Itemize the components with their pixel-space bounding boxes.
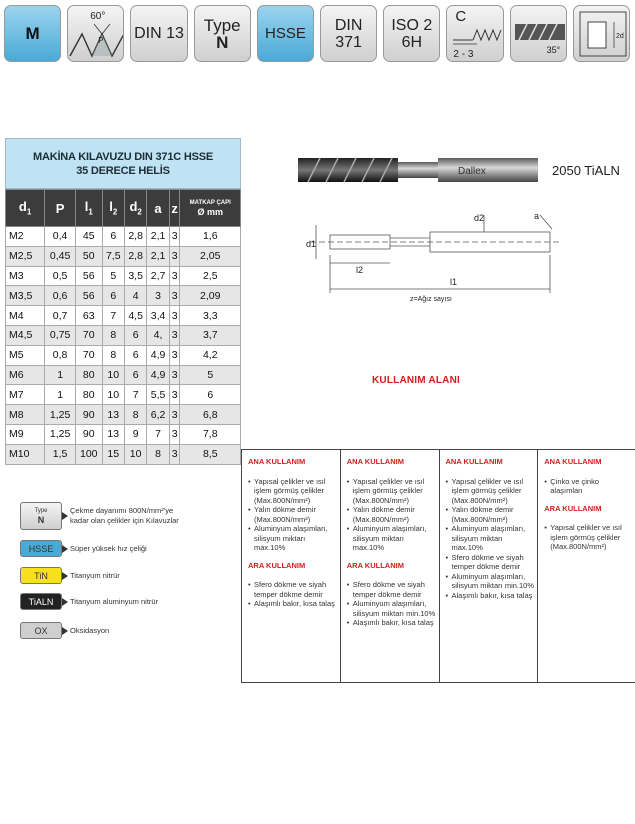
table-cell: 7,5: [102, 246, 124, 266]
table-cell: 13: [102, 424, 124, 444]
table-row: [6, 405, 241, 425]
table-cell: 2,09: [180, 286, 241, 306]
table-cell: 45: [75, 227, 102, 247]
tin-text: Titanyum nitrür: [70, 571, 120, 580]
main-usage-item: • Yapısal çelikler ve ısıl işlem görmüş çelikler (Max.800N/mm²): [248, 477, 337, 506]
table-cell: M10: [6, 444, 45, 464]
table-header-cell: $d_2$: [124, 190, 146, 227]
din371-line1: DIN: [334, 16, 363, 34]
drill-header-bottom: Ø mm: [197, 206, 223, 217]
table-cell: 10: [124, 444, 146, 464]
arrow-icon: [62, 545, 68, 553]
table-header-cell: $d_1$: [6, 190, 45, 227]
l1-label: l1: [450, 277, 458, 287]
table-row: [6, 286, 241, 306]
table-cell: 4,9: [147, 345, 169, 365]
chamfer-letter: C: [455, 8, 467, 25]
coating-label: 2050 TiALN: [552, 163, 620, 178]
table-cell: 3: [169, 345, 180, 365]
table-cell: 8: [102, 345, 124, 365]
table-cell: M8: [6, 405, 45, 425]
table-cell: M9: [6, 424, 45, 444]
dimension-grid: [5, 189, 241, 465]
type-text-line1: Çekme dayanımı 800N/mm²'ye: [70, 506, 174, 515]
table-cell: 3: [169, 405, 180, 425]
usage-column: [242, 450, 341, 682]
type-badge-top: Type: [34, 508, 48, 514]
table-cell: 3,7: [180, 325, 241, 345]
type-text-line2: kadar olan çelikler için Kılavuzlar: [70, 516, 179, 525]
table-cell: 1,5: [45, 444, 76, 464]
type-n-badge: [20, 502, 62, 530]
table-title-line1: MAKİNA KILAVUZU DIN 371C HSSE: [33, 150, 213, 163]
table-cell: 0,5: [45, 266, 76, 286]
table-cell: 4,9: [147, 365, 169, 385]
usage-grid: [241, 449, 635, 683]
arrow-icon: [62, 598, 68, 606]
table-row: [6, 345, 241, 365]
chamfer-icon: [446, 5, 503, 62]
main-usage-title: ANA KULLANIM: [248, 457, 306, 466]
table-cell: 2,8: [124, 246, 146, 266]
table-cell: 1: [45, 365, 76, 385]
table-row: [6, 444, 241, 464]
table-cell: 3: [147, 286, 169, 306]
type-badge-bottom: N: [37, 515, 45, 525]
tin-badge: TiN: [20, 567, 62, 584]
table-cell: 0,7: [45, 306, 76, 326]
table-cell: 10: [102, 385, 124, 405]
table-cell: 2,8: [124, 227, 146, 247]
chamfer-value: 2 - 3: [453, 49, 474, 60]
type-value: N: [216, 32, 229, 52]
arrow-icon: [62, 627, 68, 635]
table-cell: 5: [180, 365, 241, 385]
tialn-text: Titanyum aluminyum nitrür: [70, 597, 159, 606]
main-usage-item: • Çinko ve çinko alaşımları: [544, 477, 632, 496]
table-header-cell: $l_1$: [75, 190, 102, 227]
table-cell: 3: [169, 424, 180, 444]
main-usage-item: • Sfero dökme ve siyah temper dökme demir: [446, 553, 535, 572]
table-cell: 0,8: [45, 345, 76, 365]
secondary-usage-item: • Alaşımlı bakır, kısa talaş: [347, 618, 436, 628]
iso-line1: ISO 2: [391, 16, 433, 34]
main-usage-item: • Yapısal çelikler ve ısıl işlem görmüş çelikler (Max.800N/mm²): [446, 477, 535, 506]
table-cell: 6,2: [147, 405, 169, 425]
table-cell: 10: [102, 365, 124, 385]
usage-column: [538, 450, 635, 682]
main-usage-item: • Yalın dökme demir (Max.800N/mm²): [248, 505, 337, 524]
usage-column: [341, 450, 440, 682]
iso-line2: 6H: [401, 33, 423, 51]
metric-thread-icon: [4, 5, 61, 62]
legend-type: [20, 502, 179, 530]
table-cell: M2,5: [6, 246, 45, 266]
table-cell: 0,4: [45, 227, 76, 247]
table-header-cell: $l_2$: [102, 190, 124, 227]
secondary-usage-item: • Alaşımlı bakır, kısa talaş: [248, 599, 337, 609]
type-n-icon: [194, 5, 251, 62]
table-cell: 3: [169, 266, 180, 286]
table-cell: 7: [102, 306, 124, 326]
d2-label: d2: [474, 213, 485, 223]
main-usage-item: • Yalın dökme demir (Max.800N/mm²): [446, 505, 535, 524]
icon-bar: [4, 5, 630, 62]
metric-label: M: [25, 24, 40, 43]
secondary-usage-item: • Aluminyum alaşımları, silisyum miktarı min.10%: [347, 599, 436, 618]
table-row: [6, 306, 241, 326]
main-usage-item: • Yalın dökme demir (Max.800N/mm²): [347, 505, 436, 524]
table-cell: 0,6: [45, 286, 76, 306]
table-cell: 4: [124, 286, 146, 306]
z-label: z=Ağız sayısı: [410, 296, 452, 303]
table-cell: 3: [169, 444, 180, 464]
hsse-label: HSSE: [264, 25, 306, 42]
table-body: [6, 227, 241, 465]
main-usage-item: • Yapısal çelikler ve ısıl işlem görmüş çelikler (Max.800N/mm²): [347, 477, 436, 506]
table-title: [5, 138, 241, 189]
secondary-usage-item: • Yapısal çelikler ve ısıl işlem görmüş çelikler (Max.800N/mm²): [544, 523, 632, 552]
din371-line2: 371: [335, 33, 362, 51]
d1-label: d1: [306, 239, 317, 249]
table-cell: 6,8: [180, 405, 241, 425]
table-row: [6, 365, 241, 385]
table-cell: 2,7: [147, 266, 169, 286]
svg-text:2d: 2d: [615, 33, 624, 40]
secondary-usage-title: ARA KULLANIM: [544, 503, 602, 513]
table-cell: 1,25: [45, 424, 76, 444]
table-cell: 3: [169, 325, 180, 345]
table-title-line2: 35 DERECE HELİS: [76, 164, 170, 177]
table-cell: 2,1: [147, 246, 169, 266]
table-cell: 56: [75, 286, 102, 306]
legend-ox: [20, 622, 109, 639]
legend-hsse: [20, 540, 147, 557]
table-cell: 4,2: [180, 345, 241, 365]
table-cell: 80: [75, 365, 102, 385]
l2-label: l2: [356, 265, 364, 275]
din13-icon: [130, 5, 187, 62]
table-cell: 4,5: [124, 306, 146, 326]
table-cell: 15: [102, 444, 124, 464]
arrow-icon: [62, 572, 68, 580]
table-cell: 1,6: [180, 227, 241, 247]
table-cell: 1,25: [45, 405, 76, 425]
table-header-row: [6, 190, 241, 227]
table-cell: 7: [124, 385, 146, 405]
table-cell: M4,5: [6, 325, 45, 345]
ox-text: Oksidasyon: [70, 626, 110, 635]
table-cell: 3,4: [147, 306, 169, 326]
main-usage-item: • Aluminyum alaşımları, silisyum miktarı max.10%: [446, 524, 535, 553]
table-cell: 90: [75, 405, 102, 425]
table-row: [6, 424, 241, 444]
helix-label: 35°: [546, 45, 561, 55]
table-cell: 70: [75, 325, 102, 345]
arrow-icon: [62, 512, 68, 520]
pitch-label: P: [98, 36, 104, 45]
table-cell: 5,5: [147, 385, 169, 405]
table-cell: 80: [75, 385, 102, 405]
table-cell: M4: [6, 306, 45, 326]
table-cell: 7: [147, 424, 169, 444]
table-cell: 3: [169, 286, 180, 306]
hsse-icon: [257, 5, 314, 62]
table-cell: 3: [169, 246, 180, 266]
thread-angle-icon: [67, 5, 124, 62]
table-cell: 2,05: [180, 246, 241, 266]
legend-tin: [20, 567, 120, 584]
usage-area-title: KULLANIM ALANI: [372, 375, 460, 386]
table-cell: 6: [102, 227, 124, 247]
table-cell: 8: [147, 444, 169, 464]
table-row: [6, 385, 241, 405]
table-cell: 3,3: [180, 306, 241, 326]
table-cell: 3: [169, 385, 180, 405]
table-cell: 6: [180, 385, 241, 405]
drill-diameter-header: [180, 190, 241, 227]
table-cell: 6: [124, 345, 146, 365]
table-cell: 6: [102, 286, 124, 306]
table-cell: 2,1: [147, 227, 169, 247]
table-cell: 5: [102, 266, 124, 286]
drill-header-top: MATKAP ÇAPI: [189, 199, 231, 206]
a-label: a: [534, 211, 540, 221]
table-cell: 0,75: [45, 325, 76, 345]
secondary-usage-title: ARA KULLANIM: [346, 560, 404, 570]
table-cell: 3: [169, 227, 180, 247]
table-cell: 2,5: [180, 266, 241, 286]
usage-column: [440, 450, 539, 682]
tialn-badge: TiALN: [20, 593, 62, 610]
table-cell: 90: [75, 424, 102, 444]
blind-hole-icon: [574, 6, 630, 62]
table-cell: 7,8: [180, 424, 241, 444]
table-cell: 6: [124, 365, 146, 385]
table-cell: 9: [124, 424, 146, 444]
ox-badge: OX: [20, 622, 62, 639]
table-cell: 3: [169, 365, 180, 385]
table-cell: 8: [124, 405, 146, 425]
brand-label: Dallex: [458, 166, 486, 177]
main-usage-item: • Aluminyum alaşımları, silisyum miktarı max.10%: [248, 524, 337, 553]
legend-tialn: [20, 593, 158, 610]
table-header-cell: a: [147, 190, 169, 227]
dimension-table: [5, 138, 241, 465]
table-cell: M3,5: [6, 286, 45, 306]
table-cell: 1: [45, 385, 76, 405]
table-cell: 63: [75, 306, 102, 326]
main-usage-title: ANA KULLANIM: [346, 457, 404, 466]
table-cell: 8,5: [180, 444, 241, 464]
table-cell: 70: [75, 345, 102, 365]
angle-label: 60°: [90, 11, 106, 22]
table-cell: 0,45: [45, 246, 76, 266]
iso-tolerance-icon: [383, 5, 440, 62]
spiral-flute-icon: [510, 5, 567, 62]
table-cell: M3: [6, 266, 45, 286]
table-header-cell: P: [45, 190, 76, 227]
table-cell: 6: [124, 325, 146, 345]
table-cell: 50: [75, 246, 102, 266]
table-cell: 3,5: [124, 266, 146, 286]
secondary-usage-item: • Sfero dökme ve siyah temper dökme demir: [248, 580, 337, 599]
secondary-usage-item: • Sfero dökme ve siyah temper dökme demir: [347, 580, 436, 599]
hsse-badge: HSSE: [20, 540, 62, 557]
din371-icon: [320, 5, 377, 62]
main-usage-item: • Aluminyum alaşımları, silisyum miktarı min.10%: [446, 572, 535, 591]
tap-technical-drawing: [300, 205, 570, 310]
main-usage-title: ANA KULLANIM: [445, 457, 503, 466]
table-cell: M2: [6, 227, 45, 247]
table-cell: M6: [6, 365, 45, 385]
tap-tool-image: [298, 152, 548, 188]
hole-type-icon: [573, 5, 630, 62]
table-cell: 8: [102, 325, 124, 345]
hsse-text: Süper yüksek hız çeliği: [70, 544, 147, 553]
table-row: [6, 246, 241, 266]
table-row: [6, 227, 241, 247]
main-usage-item: • Aluminyum alaşımları, silisyum miktarı max.10%: [347, 524, 436, 553]
table-cell: 4,: [147, 325, 169, 345]
table-row: [6, 266, 241, 286]
table-cell: 3: [169, 306, 180, 326]
main-usage-title: ANA KULLANIM: [544, 457, 602, 466]
table-cell: M5: [6, 345, 45, 365]
type-label: Type: [203, 15, 241, 35]
table-cell: 56: [75, 266, 102, 286]
main-usage-item: • Alaşımlı bakır, kısa talaş: [446, 591, 535, 601]
din13-label: DIN 13: [134, 25, 184, 42]
table-row: [6, 325, 241, 345]
table-cell: M7: [6, 385, 45, 405]
table-cell: 100: [75, 444, 102, 464]
secondary-usage-title: ARA KULLANIM: [248, 560, 306, 570]
table-cell: 13: [102, 405, 124, 425]
table-header-cell: z: [169, 190, 180, 227]
